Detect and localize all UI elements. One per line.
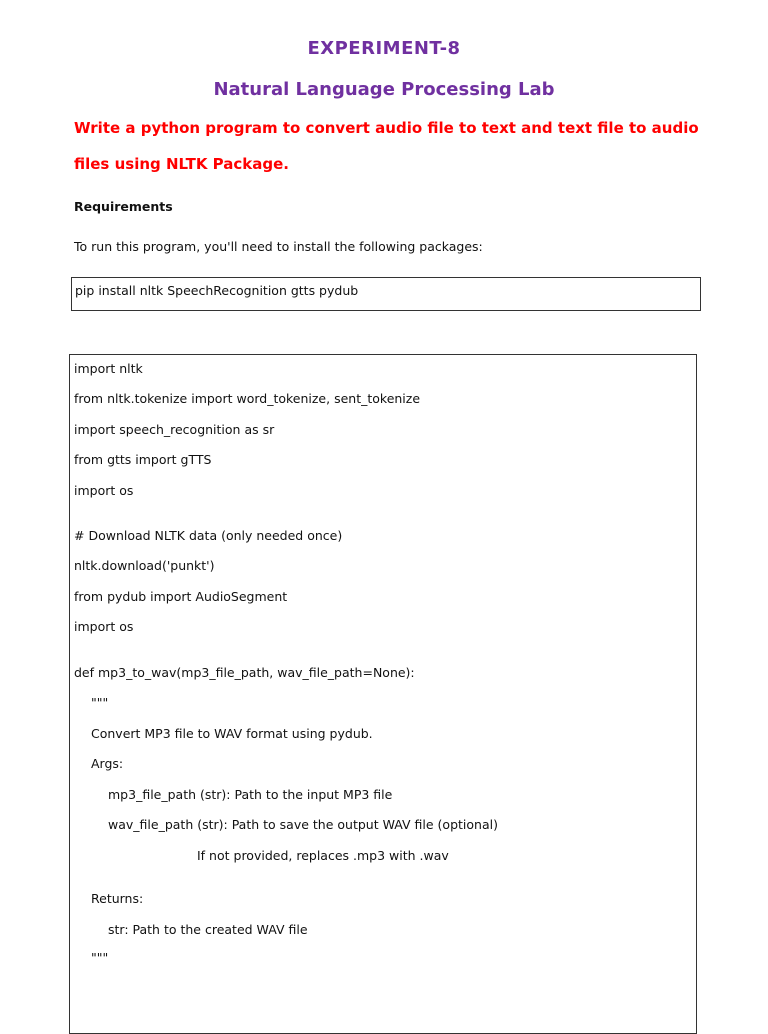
code-line: from gtts import gTTS: [74, 452, 212, 467]
code-line: import os: [74, 483, 134, 498]
install-command-box: [71, 277, 701, 311]
requirements-intro: To run this program, you'll need to install the following packages:: [74, 239, 483, 254]
code-line: Convert MP3 file to WAV format using pydub.: [91, 726, 373, 741]
install-command-text: pip install nltk SpeechRecognition gtts pydub: [75, 283, 359, 298]
experiment-title: EXPERIMENT-8: [307, 38, 461, 59]
code-line: """: [91, 950, 109, 965]
aim-statement-line-1: Write a python program to convert audio file to text and text file to audio: [74, 119, 699, 137]
code-line: Returns:: [91, 891, 144, 906]
code-line: """: [91, 695, 109, 710]
code-line: wav_file_path (str): Path to save the output WAV file (optional): [108, 817, 498, 832]
code-line: # Download NLTK data (only needed once): [74, 528, 343, 543]
code-line: Args:: [91, 756, 124, 771]
code-line: str: Path to the created WAV file: [108, 922, 308, 937]
code-line: from pydub import AudioSegment: [74, 589, 288, 604]
code-line: from nltk.tokenize import word_tokenize, sent_tokenize: [74, 391, 421, 406]
code-line: import os: [74, 619, 134, 634]
code-line: import nltk: [74, 361, 143, 376]
lab-title: Natural Language Processing Lab: [213, 79, 555, 100]
code-line: nltk.download('punkt'): [74, 558, 215, 573]
code-line: If not provided, replaces .mp3 with .wav: [197, 848, 449, 863]
aim-statement-line-2: files using NLTK Package.: [74, 155, 289, 173]
code-line: import speech_recognition as sr: [74, 422, 275, 437]
requirements-heading: Requirements: [74, 199, 173, 214]
code-line: def mp3_to_wav(mp3_file_path, wav_file_path=None):: [74, 665, 415, 680]
code-listing: [69, 354, 697, 1034]
code-line: mp3_file_path (str): Path to the input MP3 file: [108, 787, 393, 802]
